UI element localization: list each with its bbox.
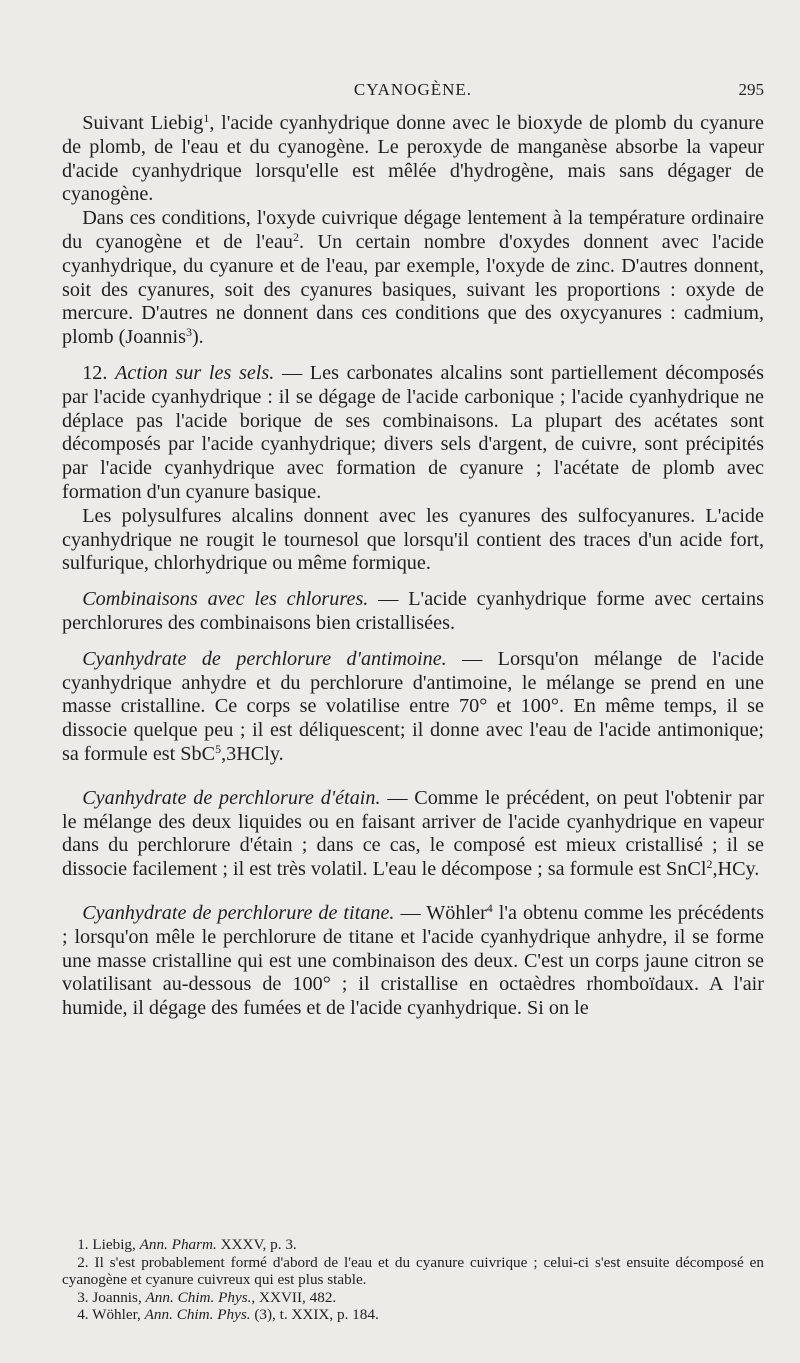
- section-number: 12.: [82, 361, 108, 384]
- footnote-ref: 4: [486, 900, 493, 915]
- paragraph: Suivant Liebig$^1$, l'acide cyanhydrique donne avec le bioxyde de plomb du cyanure de plomb, de l'eau et du cyanogène. Le peroxyde de manganèse absorbe la vapeur d'acide cyanhydrique lorsqu'elle est mêlée d'hydrogène, mais sans dégager de cyanogène.: [62, 111, 764, 206]
- paragraph: Cyanhydrate de perchlorure de titane. — Wöhler$^4$ l'a obtenu comme les précédents ; lorsqu'on mêle le perchlorure de titane et l'acide cyanhydrique anhydre, il se forme une masse cristalline qui est une combinaison des deux. C'est un corps jaune citron se volatilisant au-dessous de 100° ; il cristallise en octaèdres rhomboïdaux. A l'air humide, il dégage des fumées et de l'acide cyanhydrique. Si on le: [62, 900, 765, 1020]
- paragraph: Cyanhydrate de perchlorure d'étain. — Comme le précédent, on peut l'obtenir par le mélange des deux liquides ou en faisant arriver de l'acide cyanhydrique en vapeur dans du perchlorure d'étain ; dans ce cas, le composé est mieux cristallisé ; il se dissocie facilement ; il est très volatil. L'eau le décompose ; sa formule est SnCl$^2$,HCy.: [62, 786, 764, 881]
- paragraph: Dans ces conditions, l'oxyde cuivrique dégage lentement à la température ordinaire du cyanogène et de l'eau$^2$. Un certain nombre d'oxydes donnent avec l'acide cyanhydrique, du cyanure et de l'eau, par exemple, l'oxyde de zinc. D'autres donnent, soit des cyanures, soit des cyanures basiques, suivant les proportions : oxyde de mercure. D'autres ne donnent dans ces conditions que des oxycyanures : cadmium, plomb (Joannis$^3$).: [62, 207, 764, 349]
- running-title: CYANOGÈNE.: [353, 80, 473, 99]
- paragraph: Combinaisons avec les chlorures. — L'acide cyanhydrique forme avec certains perchlorures des combinaisons bien cristallisées.: [62, 588, 764, 634]
- footnote-ref: 3: [185, 325, 192, 340]
- footnotes: [62, 1236, 764, 1324]
- body-text: [62, 112, 764, 1021]
- subsection-title: Cyanhydrate de perchlorure d'antimoine.: [82, 647, 447, 670]
- paragraph: Les polysulfures alcalins donnent avec les cyanures des sulfocyanures. L'acide cyanhydrique ne rougit le tournesol que lorsqu'il contient des traces d'un acide fort, sulfurique, chlorhydrique ou même formique.: [62, 504, 764, 575]
- footnote: 2. Il s'est probablement formé d'abord de l'eau et du cyanure cuivrique ; celui-ci s'est ensuite décomposé en cyanogène et cyanure cuivreux qui est plus stable.: [62, 1253, 764, 1289]
- paragraph: Cyanhydrate de perchlorure d'antimoine. — Lorsqu'on mélange de l'acide cyanhydrique anhydre et du perchlorure d'antimoine, le mélange se prend en une masse cristalline. Ce corps se volatilise entre 70° et 100°. En même temps, il se dissocie quelque peu ; il est déliquescent; il donne avec l'eau de l'acide antimonique; sa formule est SbC$^5$,3HCly.: [62, 647, 764, 765]
- section-title: Action sur les sels.: [115, 361, 275, 384]
- running-head: [62, 80, 764, 104]
- footnote: 4. Wöhler, Ann. Chim. Phys. (3), t. XXIX, p. 184.: [77, 1306, 379, 1324]
- footnote-ref: 1: [203, 111, 210, 125]
- subsection-title: Cyanhydrate de perchlorure d'étain.: [82, 786, 381, 809]
- subsection-title: Combinaisons avec les chlorures.: [82, 588, 369, 611]
- page-number: 295: [738, 80, 764, 99]
- footnote: 1. Liebig, Ann. Pharm. XXXV, p. 3.: [77, 1236, 297, 1253]
- subsection-title: Cyanhydrate de perchlorure de titane.: [82, 901, 395, 924]
- section-paragraph: 12. Action sur les sels. — Les carbonates alcalins sont partiellement décomposés par l'acide cyanhydrique : il se dégage de l'acide carbonique ; l'acide cyanhydrique ne déplace pas l'acide borique de ses combinaisons. La plupart des acétates sont décomposés par l'acide cyanhydrique; divers sels d'argent, de cuivre, sont précipités par l'acide cyanhydrique avec formation de cyanure ; l'acétate de plomb avec formation d'un cyanure basique.: [62, 361, 764, 503]
- footnote-ref: 2: [293, 229, 300, 244]
- footnote: 3. Joannis, Ann. Chim. Phys., XXVII, 482.: [77, 1288, 337, 1306]
